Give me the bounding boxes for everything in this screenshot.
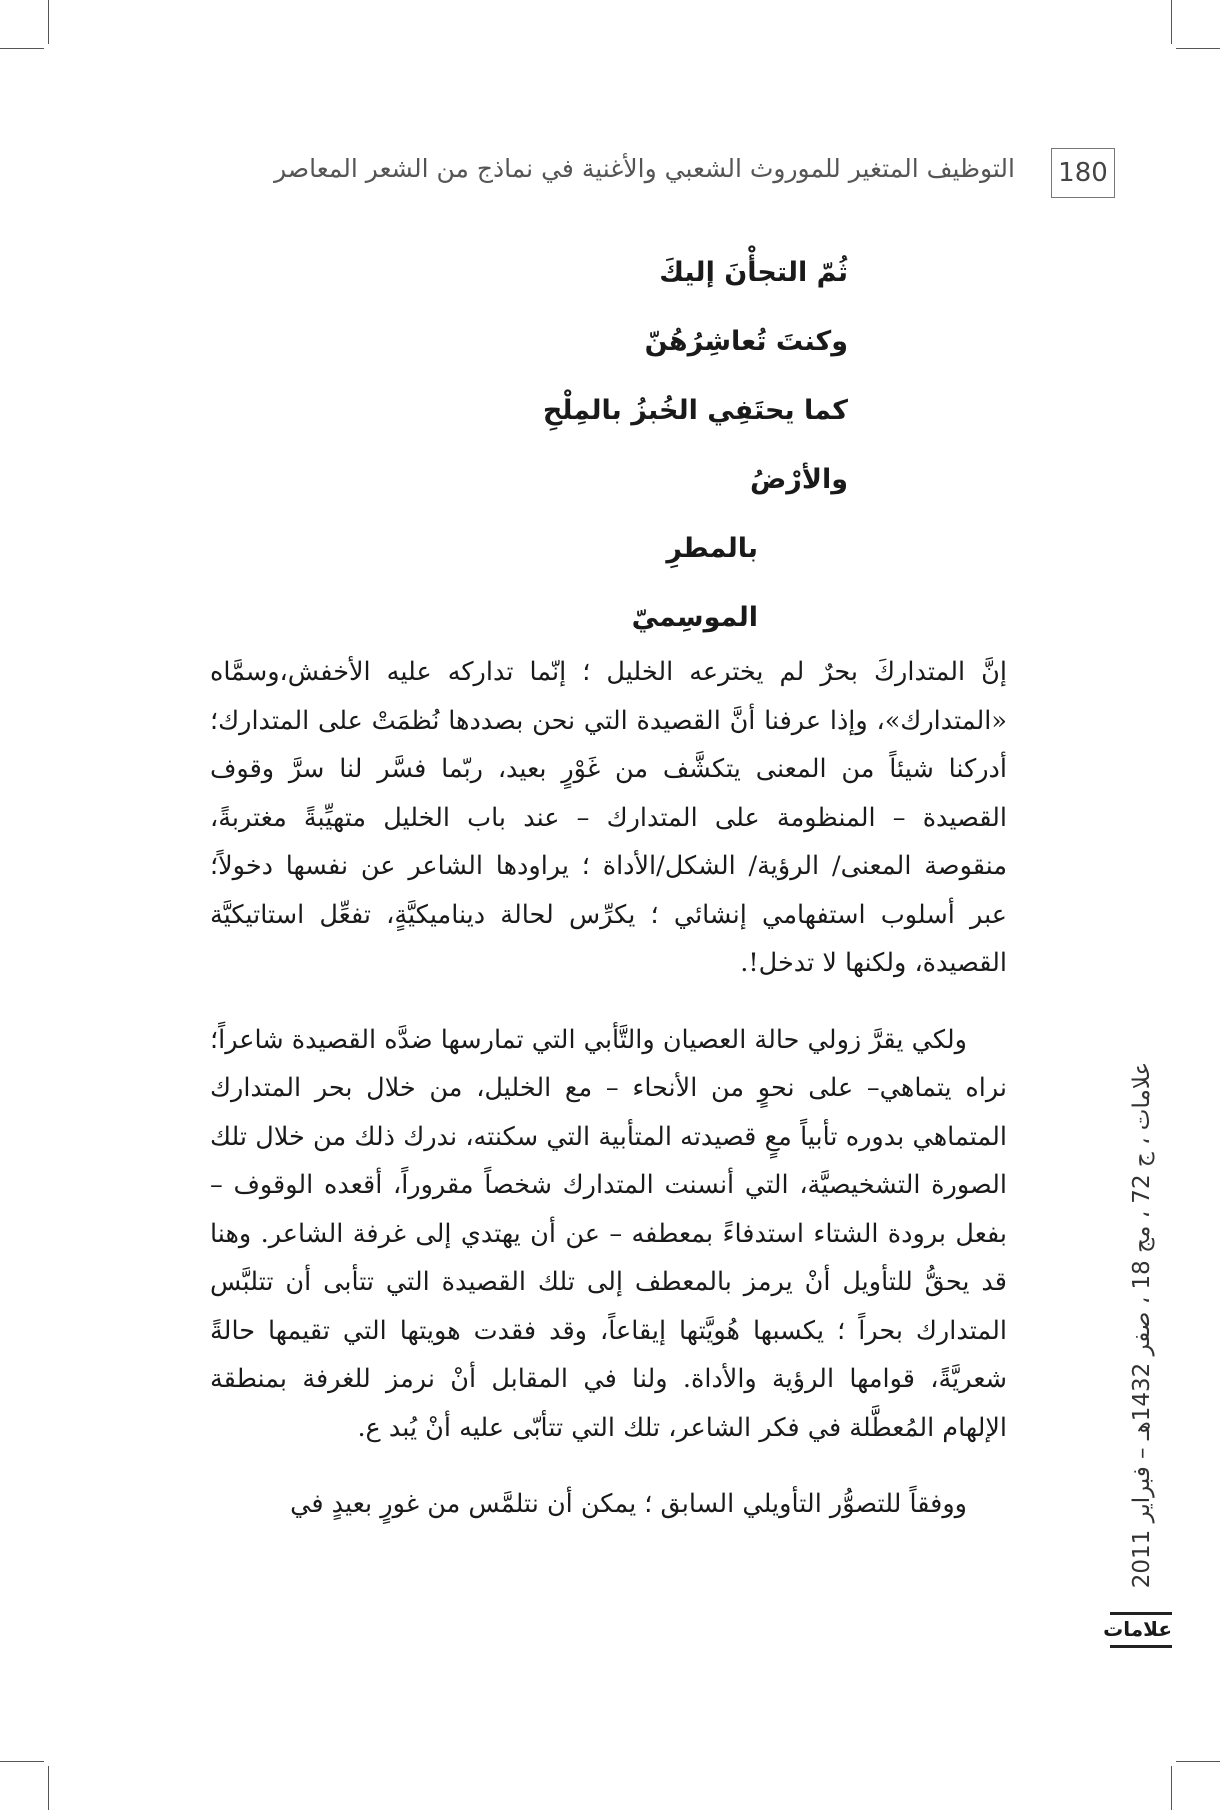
paragraph: ولكي يقرَّ زولي حالة العصيان والتَّأبي التي تمارسها ضدَّه القصيدة شاعراً؛ نراه يتماهي– على نحوٍ من الأنحاء – مع الخليل، من خلال بحر المتدارك المتماهي بدوره تأبياً معٍ قصيدته المتأبية التي سكنته، ندرك ذلك من خلال تلك الصورة التشخيصيَّة، التي أنسنت المتدارك شخصاً مقروراً، أقعده الوقوف – بفعل برودة الشتاء استدفاءً بمعطفه – عن أن يهتدي إلى غرفة الشاعر. وهنا قد يحقُّ للتأويل أنْ يرمز بالمعطف إلى تلك القصيدة التي تتأبى أن تتلبَّس المتدارك بحراً ؛ يكسبها هُويَّتها إيقاعاً، وقد فقدت هويتها التي تقيمها حالةً شعريَّةً، قوامها الرؤية والأداة. ولنا في المقابل أنْ نرمز للغرفة بمنطقة الإلهام المُعطَّلة في فكر الشاعر، تلك التي تتأبّى عليه أنْ يُبد ع. [210,1024,1007,1443]
poem-line: وكنتَ تُعاشِرُهُنّ [644,326,848,357]
paragraph: إنَّ المتداركَ بحرٌ لم يخترعه الخليل ؛ إنّما تداركه عليه الأخفش،وسمَّاه «المتدارك»، وإذا عرفنا أنَّ القصيدة التي نحن بصددها نُظمَتْ على المتدارك؛ أدركنا شيئاً من المعنى يتكشَّف من غَوْرٍ بعيد، ربّما فسَّر لنا سرَّ وقوف القصيدة – المنظومة على المتدارك – عند باب الخليل متهيِّبةً مغتربةً، منقوصة المعنى/ الرؤية/ الشكل/الأداة ؛ يراودها الشاعر عن نفسها دخولاً؛ عبر أسلوب استفهامي إنشائي ؛ يكرِّس لحالة ديناميكيَّةٍ، تفعِّل استاتيكيَّة القصيدة، ولكنها لا تدخل!. [210,657,1007,978]
poem-line: الموسِميّ [631,602,758,633]
poem-line: كما يحتَفِي الخُبزُ بالمِلْحِ [542,395,848,426]
paragraph: ووفقاً للتصوُّر التأويلي السابق ؛ يمكن أن نتلمَّس من غورٍ بعيدٍ في [290,1489,967,1519]
page-header [190,148,1115,204]
crop-mark [0,1761,44,1762]
poem-line: ثُمّ التجأْنَ إليكَ [659,257,848,288]
logo-bar [1110,1612,1172,1615]
journal-citation [1122,1055,1162,1595]
poem-line: والأرْضُ [749,464,848,495]
page-number: 180 [1051,148,1115,198]
crop-mark [1176,1761,1220,1762]
crop-mark [1176,48,1220,49]
running-title: التوظيف المتغير للموروث الشعبي والأغنية في نماذج من الشعر المعاصر [274,154,1015,183]
crop-mark [0,48,44,49]
journal-logo [1103,1612,1172,1648]
crop-mark [48,0,49,44]
logo-text: علامات [1103,1617,1172,1641]
crop-mark [1171,0,1172,44]
body-text [210,648,1007,1529]
logo-bar [1110,1645,1172,1648]
citation-text: علامات ، ج 72 ، مج 18 ، صفر 1432هـ – فبراير 2011 [1129,1061,1155,1589]
poem-excerpt [468,248,848,662]
crop-mark [48,1766,49,1810]
crop-mark [1171,1766,1172,1810]
poem-line: بالمطرِ [666,533,758,564]
